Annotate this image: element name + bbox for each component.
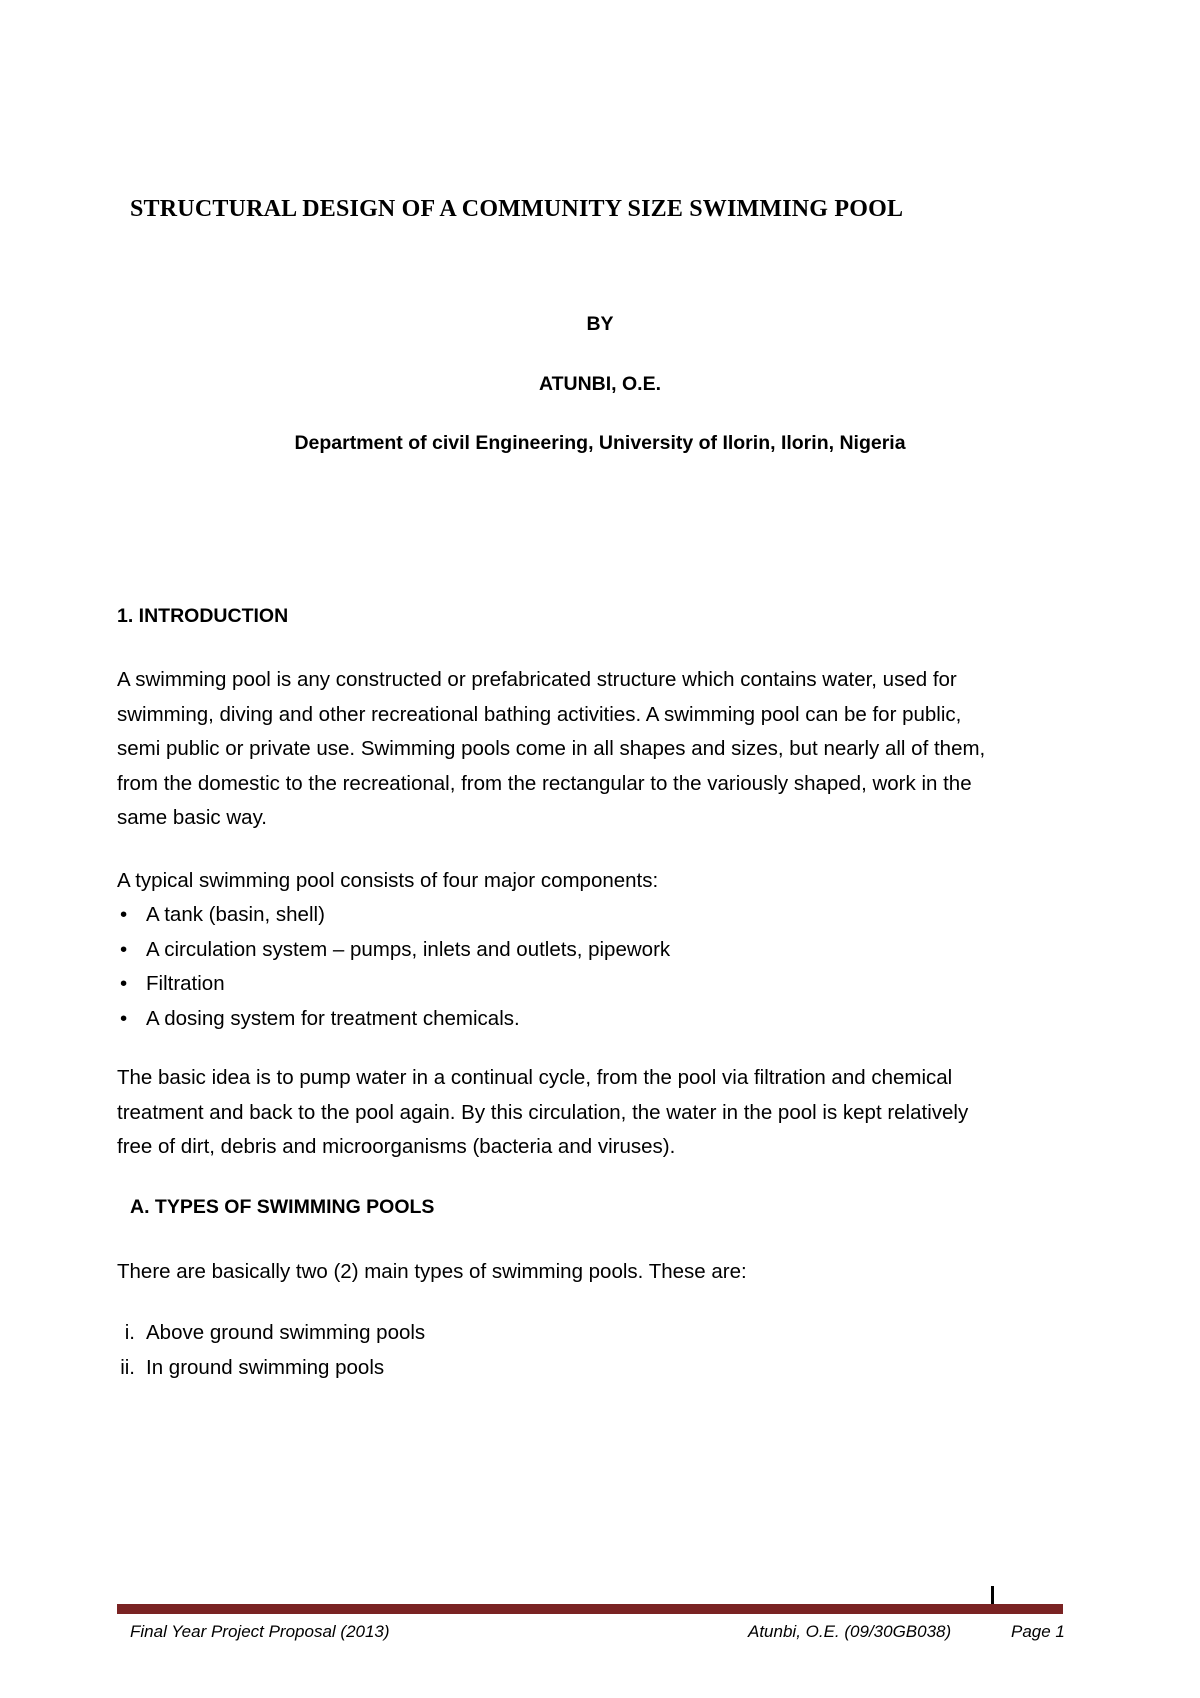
types-heading: A. TYPES OF SWIMMING POOLS [130,1196,435,1218]
introduction-heading: 1. INTRODUCTION [117,605,289,627]
list-item [117,933,670,968]
types-list [117,1316,425,1385]
intro-paragraph-2 [117,1061,1077,1165]
paragraph-line: A swimming pool is any constructed or prefabricated structure which contains water, used for [117,668,957,691]
document-title: STRUCTURAL DESIGN OF A COMMUNITY SIZE SWIMMING POOL [130,196,904,222]
types-intro-text: There are basically two (2) main types of swimming pools. These are: [117,1260,747,1283]
footer-center-text: Atunbi, O.E. (09/30GB038) [748,1622,952,1641]
author-name: ATUNBI, O.E. [538,373,662,395]
footer-rule [117,1604,1063,1614]
bullet-icon: • [120,937,128,961]
components-list [117,898,670,1036]
paragraph-line: treatment and back to the pool again. By this circulation, the water in the pool is kept relatively [117,1100,969,1124]
list-item-text: Filtration [146,972,225,995]
paragraph-line: swimming, diving and other recreational bathing activities. A swimming pool can be for public, [117,702,962,726]
paragraph-line: same basic way. [117,806,268,829]
list-item [117,967,670,1002]
paragraph-line: from the domestic to the recreational, from the rectangular to the variously shaped, work in the [117,771,972,795]
bullet-icon: • [120,1006,128,1030]
list-item-text: A dosing system for treatment chemicals. [146,1006,520,1030]
author-affiliation: Department of civil Engineering, University of Ilorin, Ilorin, Nigeria [294,432,906,454]
types-intro [117,1255,1077,1290]
list-item-text: A circulation system – pumps, inlets and outlets, pipework [146,937,671,961]
list-item [117,898,670,933]
footer-page-number: Page 1 [1011,1622,1065,1641]
list-item [117,1351,425,1386]
footer-left-text: Final Year Project Proposal (2013) [130,1622,390,1641]
components-intro [117,864,1077,899]
by-line: BY [586,313,614,335]
paragraph-line: free of dirt, debris and microorganisms (bacteria and viruses). [117,1135,676,1158]
intro-paragraph-1 [117,663,1077,836]
list-item [117,1002,670,1037]
components-intro-text: A typical swimming pool consists of four major components: [117,869,659,892]
list-item-text: A tank (basin, shell) [146,903,325,926]
list-item-text: Above ground swimming pools [146,1321,426,1344]
footer-tick-mark [991,1586,994,1604]
bullet-icon: • [120,903,128,926]
list-numeral: i. [124,1321,135,1344]
list-item [117,1316,425,1351]
list-numeral: ii. [120,1355,135,1379]
list-item-text: In ground swimming pools [146,1355,385,1379]
bullet-icon: • [120,972,128,995]
paragraph-line: The basic idea is to pump water in a continual cycle, from the pool via filtration and chemical [117,1066,953,1089]
paragraph-line: semi public or private use. Swimming pools come in all shapes and sizes, but nearly all of them, [117,737,986,760]
